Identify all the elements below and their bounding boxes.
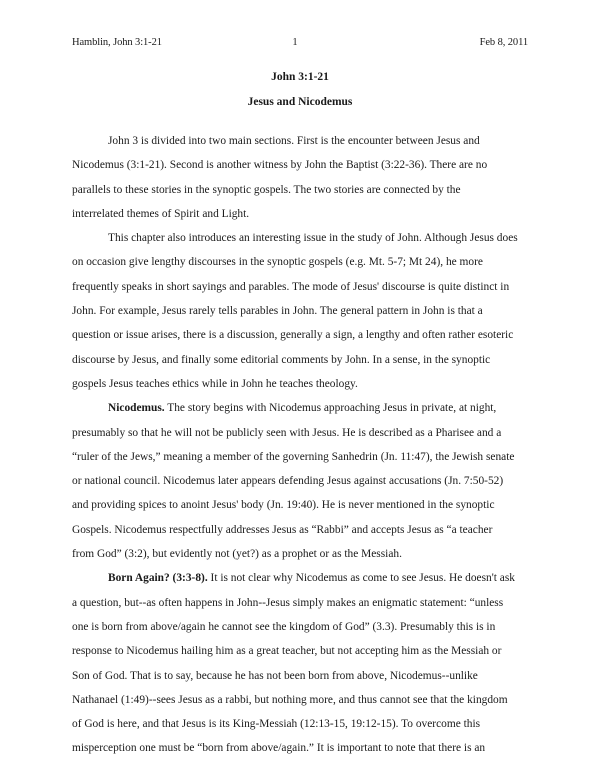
running-header-title: Hamblin, John 3:1-21 xyxy=(72,37,162,48)
paragraph-line: John 3 is divided into two main sections. First is the encounter between Jesus and xyxy=(108,135,480,147)
paragraph-line: or national council. Nicodemus later appears defending Jesus against accusations (Jn. 7:50-52) xyxy=(72,475,504,488)
paragraph-line: and providing spices to anoint Jesus' body (Jn. 19:40). He is never mentioned in the synoptic xyxy=(72,499,495,512)
paragraph-line: frequently speaks in short sayings and parables. The mode of Jesus' discourse is quite distinct in xyxy=(72,280,510,293)
paragraph-line: Nicodemus (3:1-21). Second is another witness by John the Baptist (3:22-36). There are no xyxy=(72,159,488,172)
paragraph-line: of God is here, and that Jesus is its King-Messiah (12:13-15, 19:12-15). To overcome this xyxy=(72,718,481,731)
paragraph-line: response to Nicodemus hailing him as a great teacher, but not accepting him as the Messiah or xyxy=(72,645,502,658)
paragraph-line: parallels to these stories in the synoptic gospels. The two stories are connected by the xyxy=(72,183,461,196)
paragraph-line: question or issue arises, there is a discussion, generally a sign, a lengthy and often rather esoteric xyxy=(72,329,514,342)
paragraph-line: Gospels. Nicodemus respectfully addresses Jesus as “Rabbi” and accepts Jesus as “a teacher xyxy=(72,523,493,536)
paragraph-line: misperception one must be “born from above/again.” It is important to note that there is an xyxy=(72,742,486,755)
running-header-date: Feb 8, 2011 xyxy=(479,37,528,48)
paragraph-line: interrelated themes of Spirit and Light. xyxy=(72,207,250,220)
paragraph-line xyxy=(72,396,534,420)
paragraph-line: from God” (3:2), but evidently not (yet?) as a prophet or as the Messiah. xyxy=(72,548,402,561)
page-number: 1 xyxy=(292,37,298,48)
document-body xyxy=(72,129,534,761)
paragraph-line: Nathanael (1:49)--sees Jesus as a rabbi, but nothing more, and thus cannot see that the kingdom xyxy=(72,693,508,706)
section-lead-nicodemus: Nicodemus. xyxy=(108,402,165,415)
paragraph-line: one is born from above/again he cannot see the kingdom of God” (3.3). Presumably this is in xyxy=(72,620,496,633)
paragraph-line-text: The story begins with Nicodemus approaching Jesus in private, at night, xyxy=(164,402,497,415)
paragraph-line xyxy=(72,566,534,590)
paragraph-line: Son of God. That is to say, because he has not been born from above, Nicodemus--unlike xyxy=(72,669,478,682)
document-title: John 3:1-21 xyxy=(271,71,329,83)
paragraph-line: on occasion give lengthy discourses in the synoptic gospels (e.g. Mt. 5-7; Mt 24), he more xyxy=(72,256,483,269)
paragraph-line: presumably so that he will not be publicly seen with Jesus. He is described as a Pharisee and a xyxy=(72,426,502,439)
paragraph-line-text: It is not clear why Nicodemus as come to see Jesus. He doesn't ask xyxy=(207,572,515,585)
paragraph-line: This chapter also introduces an interesting issue in the study of John. Although Jesus does xyxy=(108,232,518,245)
document-subtitle: Jesus and Nicodemus xyxy=(247,96,353,108)
paragraph-line: gospels Jesus teaches ethics while in John he teaches theology. xyxy=(72,377,358,390)
paragraph-line: “ruler of the Jews,” meaning a member of the governing Sanhedrin (Jn. 11:47), the Jewish senate xyxy=(72,450,515,463)
paragraph-line: John. For example, Jesus rarely tells parables in John. The general pattern in John is that a xyxy=(72,305,483,318)
paragraph-line: a question, but--as often happens in John--Jesus simply makes an enigmatic statement: “unless xyxy=(72,596,504,609)
section-lead-born-again: Born Again? (3:3-8). xyxy=(108,572,208,585)
paragraph-line: discourse by Jesus, and finally some editorial comments by John. In a sense, in the synoptic xyxy=(72,353,491,366)
